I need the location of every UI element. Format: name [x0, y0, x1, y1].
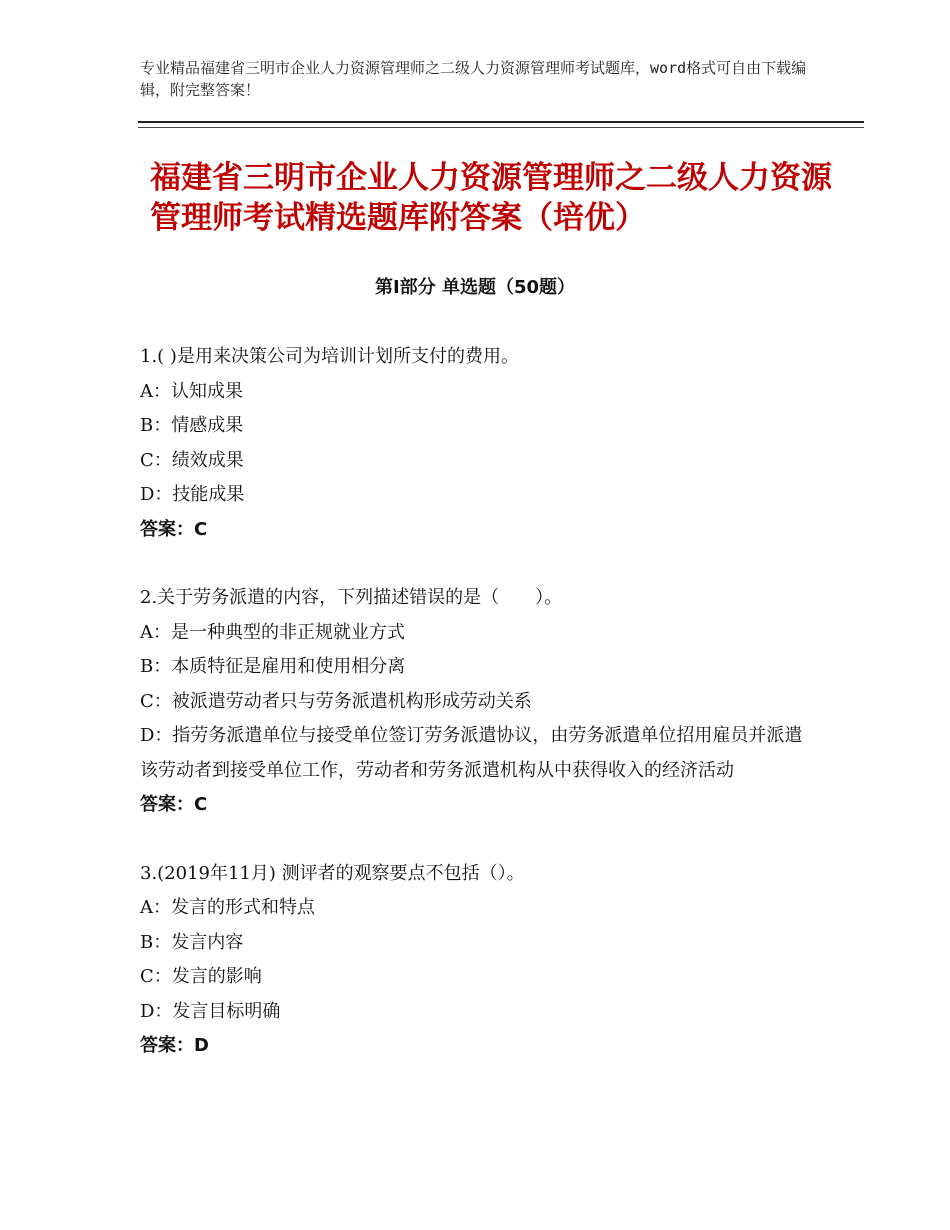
header-divider-thin	[138, 127, 864, 128]
section-title: 第Ⅰ部分 单选题（50题）	[374, 277, 575, 298]
question-stem: 3.(2019年11月) 测评者的观察要点不包括（）。	[140, 862, 525, 884]
option-c: C：被派遣劳动者只与劳务派遣机构形成劳动关系	[140, 690, 532, 712]
option-b: B：本质特征是雇用和使用相分离	[140, 656, 406, 677]
option-a: A：发言的形式和特点	[140, 897, 315, 918]
document-title: 福建省三明市企业人力资源管理师之二级人力资源管理师考试精选题库附答案（培优）	[150, 160, 832, 236]
question-list	[140, 340, 810, 1098]
option-c: C：绩效成果	[140, 449, 244, 471]
header-divider-thick	[138, 121, 864, 123]
option-d: D：技能成果	[140, 484, 245, 505]
option-d: D：指劳务派遣单位与接受单位签订劳务派遣协议，由劳务派遣单位招用雇员并派遣该劳动者到接受单位工作，劳动者和劳务派遣机构从中获得收入的经济活动	[140, 725, 803, 781]
answer-line	[140, 513, 810, 548]
question-item	[140, 857, 810, 1064]
question-stem: 2.关于劳务派遣的内容，下列描述错误的是（ ）。	[140, 587, 563, 608]
answer-label: 答案：	[140, 794, 194, 815]
answer-line	[140, 1029, 810, 1064]
answer-value: D	[194, 1035, 209, 1056]
option-b: B：情感成果	[140, 415, 244, 436]
answer-label: 答案：	[140, 1035, 194, 1056]
question-item	[140, 340, 810, 547]
question-stem: 1.( )是用来决策公司为培训计划所支付的费用。	[140, 346, 519, 367]
option-c: C：发言的影响	[140, 966, 262, 987]
answer-label: 答案：	[140, 518, 194, 540]
option-d: D：发言目标明确	[140, 1000, 281, 1022]
answer-line	[140, 788, 810, 823]
option-a: A：是一种典型的非正规就业方式	[140, 621, 405, 643]
option-a: A：认知成果	[140, 380, 243, 402]
answer-value: C	[194, 518, 208, 540]
answer-value: C	[194, 794, 208, 815]
header-note: 专业精品福建省三明市企业人力资源管理师之二级人力资源管理师考试题库，word格式可自由下载编辑，附完整答案！	[140, 59, 807, 99]
option-b: B：发言内容	[140, 931, 244, 953]
question-item	[140, 581, 810, 823]
